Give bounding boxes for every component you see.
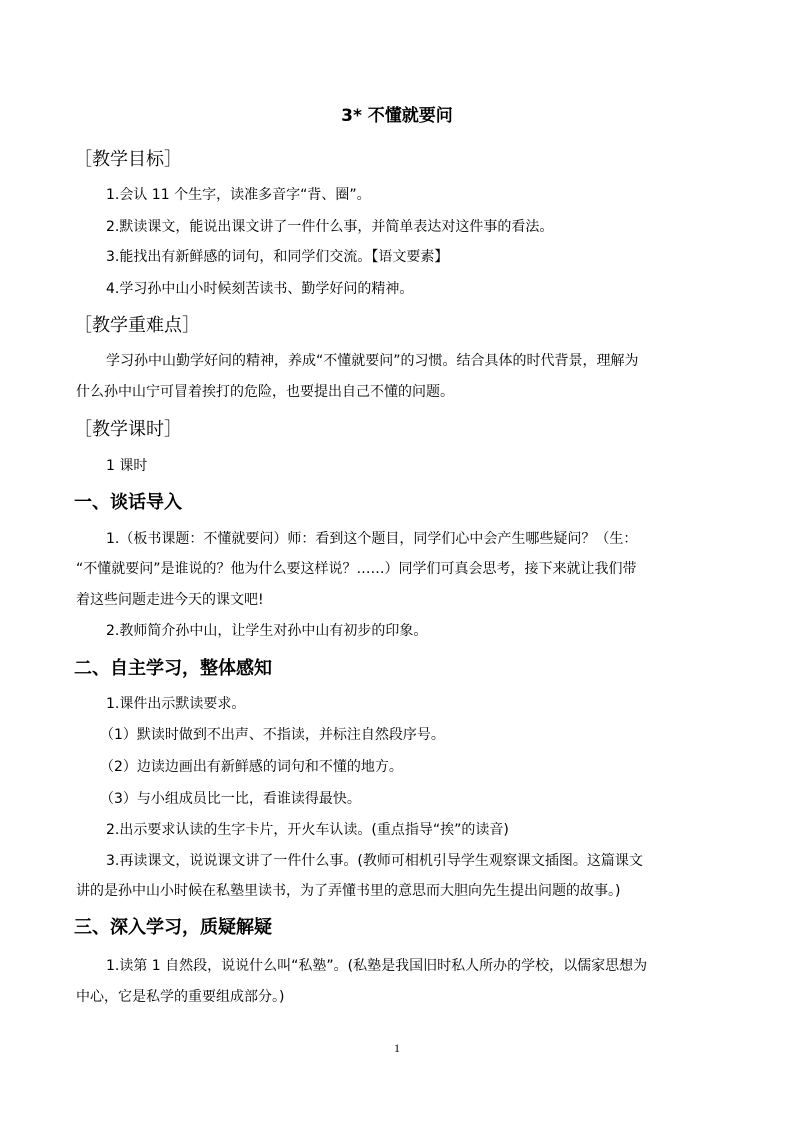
self-study-line: （1）默读时做到不出声、不指读，并标注自然段序号。 [100, 727, 445, 743]
objective-line: 4.学习孙中山小时候刻苦读书、勤学好问的精神。 [106, 281, 414, 297]
section-heading-key-points: ［教学重难点］ [74, 315, 200, 336]
section-heading-introduction: 一、谈话导入 [74, 492, 182, 513]
key-points-line: 什么孙中山宁可冒着挨打的危险，也要提出自己不懂的问题。 [76, 384, 454, 400]
introduction-line: 1.（板书课题：不懂就要问）师：看到这个题目，同学们心中会产生哪些疑问？（生： [106, 531, 638, 547]
introduction-line: 2.教师简介孙中山，让学生对孙中山有初步的印象。 [106, 623, 428, 639]
class-hours-line: 1 课时 [106, 458, 148, 474]
page-title: 3* 不懂就要问 [341, 106, 453, 126]
section-heading-deep-study: 三、深入学习，质疑解疑 [74, 917, 272, 938]
page-number: 1 [394, 1041, 400, 1055]
self-study-line: 3.再读课文，说说课文讲了一件什么事。(教师可相机引导学生观察课文插图。这篇课文 [106, 853, 643, 869]
introduction-line: “不懂就要问”是谁说的？他为什么要这样说？……）同学们可真会思考，接下来就让我们带 [76, 561, 637, 577]
section-heading-objectives: ［教学目标］ [74, 149, 182, 170]
deep-study-line: 1.读第 1 自然段，说说什么叫“私塾”。(私塾是我国旧时私人所办的学校，以儒家思想为 [106, 958, 648, 974]
introduction-line: 着这些问题走进今天的课文吧! [76, 592, 264, 608]
key-points-line: 学习孙中山勤学好问的精神，养成“不懂就要问”的习惯。结合具体的时代背景，理解为 [106, 353, 639, 369]
self-study-line: 2.出示要求认读的生字卡片，开火车认读。(重点指导“挨”的读音) [106, 822, 509, 838]
objective-line: 1.会认 11 个生字，读准多音字“背、圈”。 [106, 187, 371, 203]
deep-study-line: 中心，它是私学的重要组成部分。) [76, 989, 285, 1005]
self-study-line: （3）与小组成员比一比，看谁读得最快。 [100, 791, 361, 807]
self-study-line: 讲的是孙中山小时候在私塾里读书，为了弄懂书里的意思而大胆向先生提出问题的故事。) [76, 883, 621, 899]
section-heading-class-hours: ［教学课时］ [74, 419, 182, 440]
objective-line: 2.默读课文，能说出课文讲了一件什么事，并简单表达对这件事的看法。 [106, 219, 554, 235]
section-heading-self-study: 二、自主学习，整体感知 [74, 658, 272, 679]
self-study-line: （2）边读边画出有新鲜感的词句和不懂的地方。 [100, 759, 403, 775]
self-study-line: 1.课件出示默读要求。 [106, 696, 246, 712]
objective-line: 3.能找出有新鲜感的词句，和同学们交流。【语文要素】 [106, 249, 449, 265]
